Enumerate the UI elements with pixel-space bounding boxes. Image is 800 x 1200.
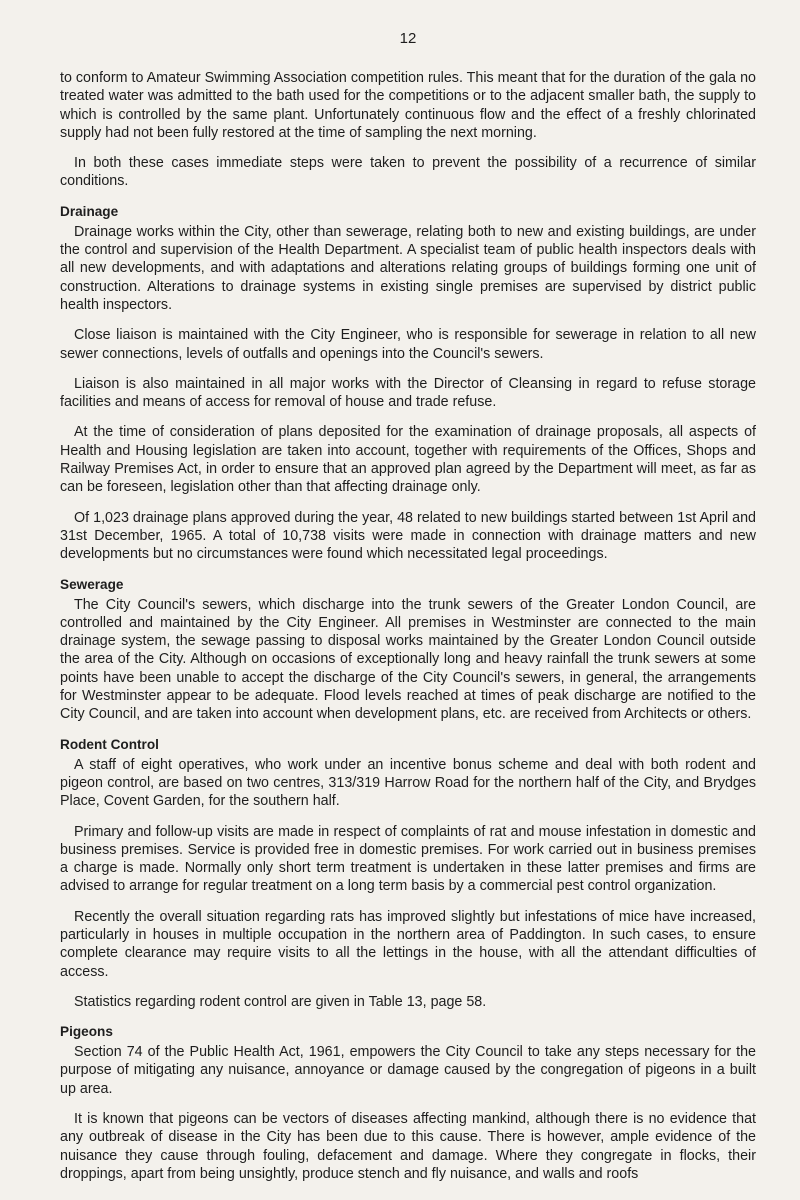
- document-page: [60, 30, 756, 1195]
- pigeons-paragraph: Section 74 of the Public Health Act, 1961, empowers the City Council to take any steps necessary for the purpose of mitigating any nuisance, annoyance or damage caused by the congregation of pigeons in a built up area.: [60, 1044, 756, 1097]
- both-cases-paragraph: In both these cases immediate steps were taken to prevent the possibility of a recurrence of similar conditions.: [60, 155, 756, 190]
- pigeons-paragraph: It is known that pigeons can be vectors of diseases affecting mankind, although there is no evidence that any outbreak of disease in the City has been due to this cause. There is however, ample evidence of the nuisance they cause through fouling, defacement and damage. Where they congregate in flocks, their droppings, apart from being unsightly, produce stench and fly nuisance, and walls and roofs: [60, 1111, 756, 1182]
- rodent-control-paragraph: A staff of eight operatives, who work under an incentive bonus scheme and deal with both rodent and pigeon control, are based on two centres, 313/319 Harrow Road for the northern half of the City, and Brydges Place, Covent Garden, for the southern half.: [60, 756, 756, 810]
- rodent-control-heading: Rodent Control: [60, 736, 159, 752]
- rodent-control-paragraph: Statistics regarding rodent control are given in Table 13, page 58.: [74, 993, 487, 1010]
- page-number: 12: [399, 30, 417, 47]
- pigeons-heading: Pigeons: [60, 1024, 113, 1040]
- drainage-paragraph: Close liaison is maintained with the City Engineer, who is responsible for sewerage in relation to all new sewer connections, levels of outfalls and openings into the Council's sewers.: [60, 327, 756, 362]
- intro-paragraph: to conform to Amateur Swimming Association competition rules. This meant that for the duration of the gala no treated water was admitted to the bath used for the competitions or to the adjacent smaller bath, the supply to which is controlled by the same plant. Unfortunately continuous flow and the effect of a freshly chlorinated supply had not been fully restored at the time of sampling the next morning.: [60, 70, 756, 141]
- sewerage-section: [60, 576, 756, 724]
- rodent-control-paragraph: Recently the overall situation regarding rats has improved slightly but infestations of mice have increased, particularly in houses in multiple occupation in the northern area of Paddington. In such cases, to ensure complete clearance may require visits to all the lettings in the house, with all the attendant difficulties of access.: [60, 908, 756, 980]
- drainage-paragraph: Drainage works within the City, other than sewerage, relating both to new and existing buildings, are under the control and supervision of the Health Department. A specialist team of public health inspectors deals with all new developments, and with adaptations and alterations relating groups of buildings forming one unit of construction. Alterations to drainage systems in existing single premises are supervised by district public health inspectors.: [60, 223, 756, 313]
- pigeons-section: [60, 1023, 756, 1183]
- rodent-control-section: [60, 736, 756, 1012]
- drainage-section: [60, 203, 756, 564]
- rodent-control-paragraph: Primary and follow-up visits are made in respect of complaints of rat and mouse infestation in domestic and business premises. Service is provided free in domestic premises. For work carried out in business premises a charge is made. Normally only short term treatment is undertaken in these latter premises and firms are advised to arrange for regular treatment on a long term basis by a commercial pest control organization.: [60, 823, 756, 895]
- sewerage-heading: Sewerage: [60, 576, 124, 592]
- drainage-heading: Drainage: [60, 203, 119, 219]
- sewerage-paragraph: The City Council's sewers, which discharge into the trunk sewers of the Greater London Council, are controlled and maintained by the City Engineer. All premises in Westminster are connected to the main drainage system, the sewage passing to disposal works maintained by the Greater London Council outside the area of the City. Although on occasions of exceptionally long and heavy rainfall the trunk sewers at some points have been unable to accept the discharge of the City Council's sewers, in general, the arrangements for Westminster appear to be adequate. Flood levels reached at times of peak discharge are notified to the City Council, and are taken into account when development plans, etc. are received from Architects or others.: [60, 596, 756, 723]
- drainage-paragraph: Liaison is also maintained in all major works with the Director of Cleansing in regard to refuse storage facilities and means of access for removal of house and trade refuse.: [60, 375, 756, 411]
- drainage-paragraph: Of 1,023 drainage plans approved during the year, 48 related to new buildings started between 1st April and 31st December, 1965. A total of 10,738 visits were made in connection with drainage matters and new developments but no circumstances were found which necessitated legal proceedings.: [60, 509, 756, 563]
- drainage-paragraph: At the time of consideration of plans deposited for the examination of drainage proposals, all aspects of Health and Housing legislation are taken into account, together with requirements of the Offices, Shops and Railway Premises Act, in order to ensure that an approved plan agreed by the Department will meet, as far as can be foreseen, legislation other than that affecting drainage only.: [60, 424, 756, 496]
